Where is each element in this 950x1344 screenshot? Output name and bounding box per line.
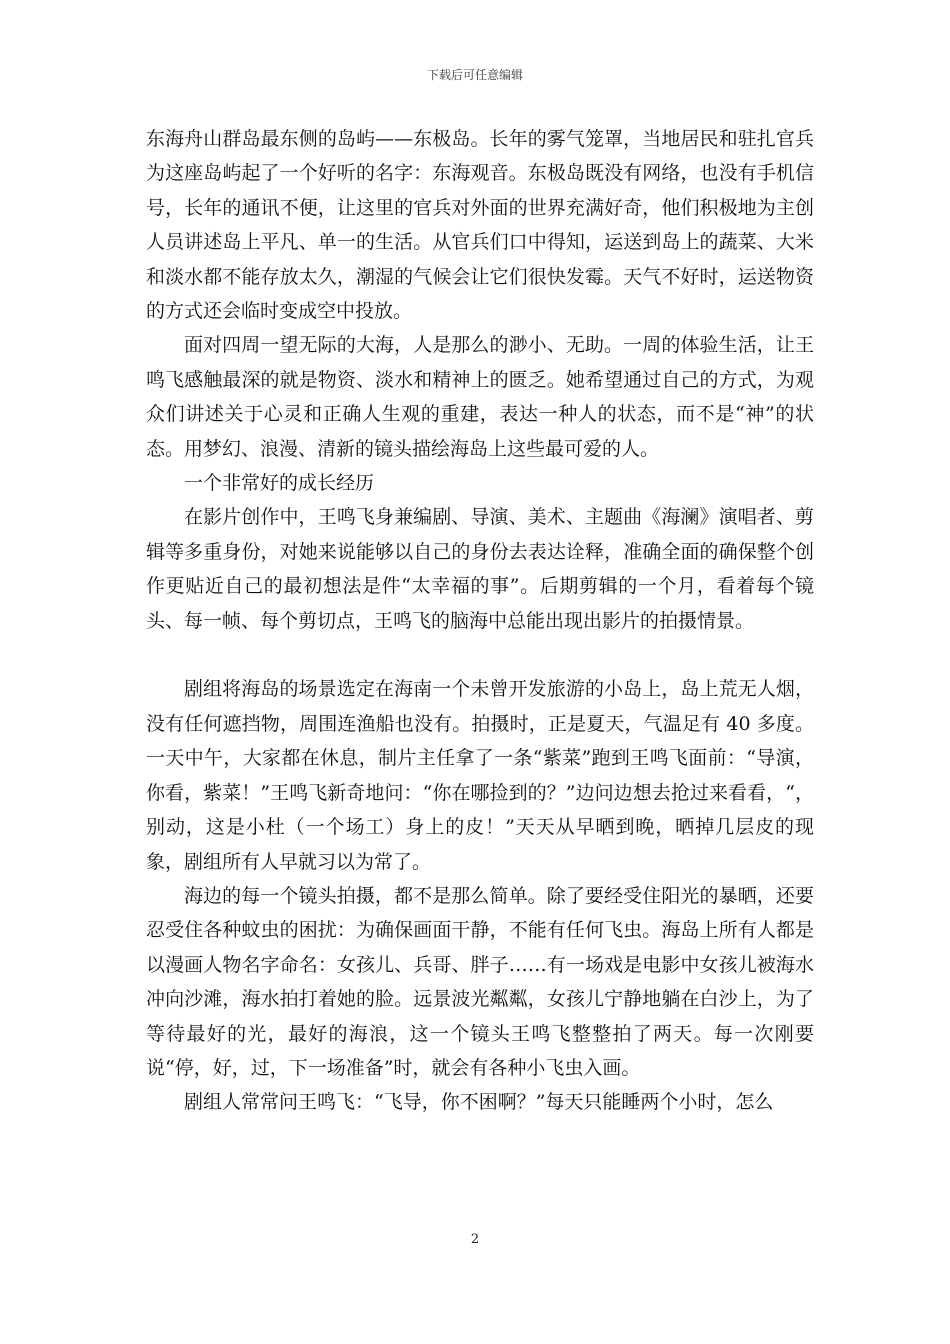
paragraph-creative-roles: 在影片创作中，王鸣飞身兼编剧、导演、美术、主题曲《海澜》演唱者、剪辑等多重身份，对她来说能够以自己的身份去表达诠释，准确全面的确保整个创作更贴近自己的最初想法是件“太幸福的事”。后期剪辑的一个月，看着每个镜头、每一帧、每个剪切点，王鸣飞的脑海中总能出现出影片的拍摄情景。 <box>146 506 814 632</box>
paragraph-crew-question: 剧组人常常问王鸣飞：“飞导，你不困啊？”每天只能睡两个小时，怎么 <box>184 1091 774 1114</box>
paragraph-spacer <box>146 638 814 672</box>
paragraph-vast-sea: 面对四周一望无际的大海，人是那么的渺小、无助。一周的体验生活，让王鸣飞感触最深的就是物资、淡水和精神上的匮乏。她希望通过自己的方式，为观众们讲述关于心灵和正确人生观的重建，表达一种人的状态，而不是“神”的状态。用梦幻、浪漫、清新的镜头描绘海岛上这些最可爱的人。 <box>146 334 814 460</box>
document-body <box>146 122 814 1120</box>
page-header: 下载后可任意编辑 <box>426 68 523 82</box>
section-subheading: 一个非常好的成长经历 <box>184 472 375 495</box>
page-number: 2 <box>470 1232 480 1247</box>
paragraph-island-location: 剧组将海岛的场景选定在海南一个未曾开发旅游的小岛上，岛上荒无人烟，没有任何遮挡物，周围连渔船也没有。拍摄时，正是夏天，气温足有 40 多度。一天中午，大家都在休息，制片主任拿了一条“紫菜”跑到王鸣飞面前：“导演，你看，紫菜！”王鸣飞新奇地问：“你在哪捡到的？”边问边想去抢过来看看，“，别动，这是小杜（一个场工）身上的皮！”天天从早晒到晚，晒掉几层皮的现象，剧组所有人早就习以为常了。 <box>146 678 814 873</box>
paragraph-seaside-shooting: 海边的每一个镜头拍摄，都不是那么简单。除了要经受住阳光的暴晒，还要忍受住各种蚊虫的困扰：为确保画面干静，不能有任何飞虫。海岛上所有人都是以漫画人物名字命名：女孩儿、兵哥、胖子……有一场戏是电影中女孩儿被海水冲向沙滩，海水拍打着她的脸。远景波光粼粼，女孩儿宁静地躺在白沙上，为了等待最好的光，最好的海浪，这一个镜头王鸣飞整整拍了两天。每一次刚要说“停，好，过，下一场准备”时，就会有各种小飞虫入画。 <box>146 884 814 1079</box>
paragraph-east-pole-island: 东海舟山群岛最东侧的岛屿——东极岛。长年的雾气笼罩，当地居民和驻扎官兵为这座岛屿起了一个好听的名字：东海观音。东极岛既没有网络，也没有手机信号，长年的通讯不便，让这里的官兵对外面的世界充满好奇，他们积极地为主创人员讲述岛上平凡、单一的生活。从官兵们口中得知，运送到岛上的蔬菜、大米和淡水都不能存放太久，潮湿的气候会让它们很快发霉。天气不好时，运送物资的方式还会临时变成空中投放。 <box>146 128 814 323</box>
